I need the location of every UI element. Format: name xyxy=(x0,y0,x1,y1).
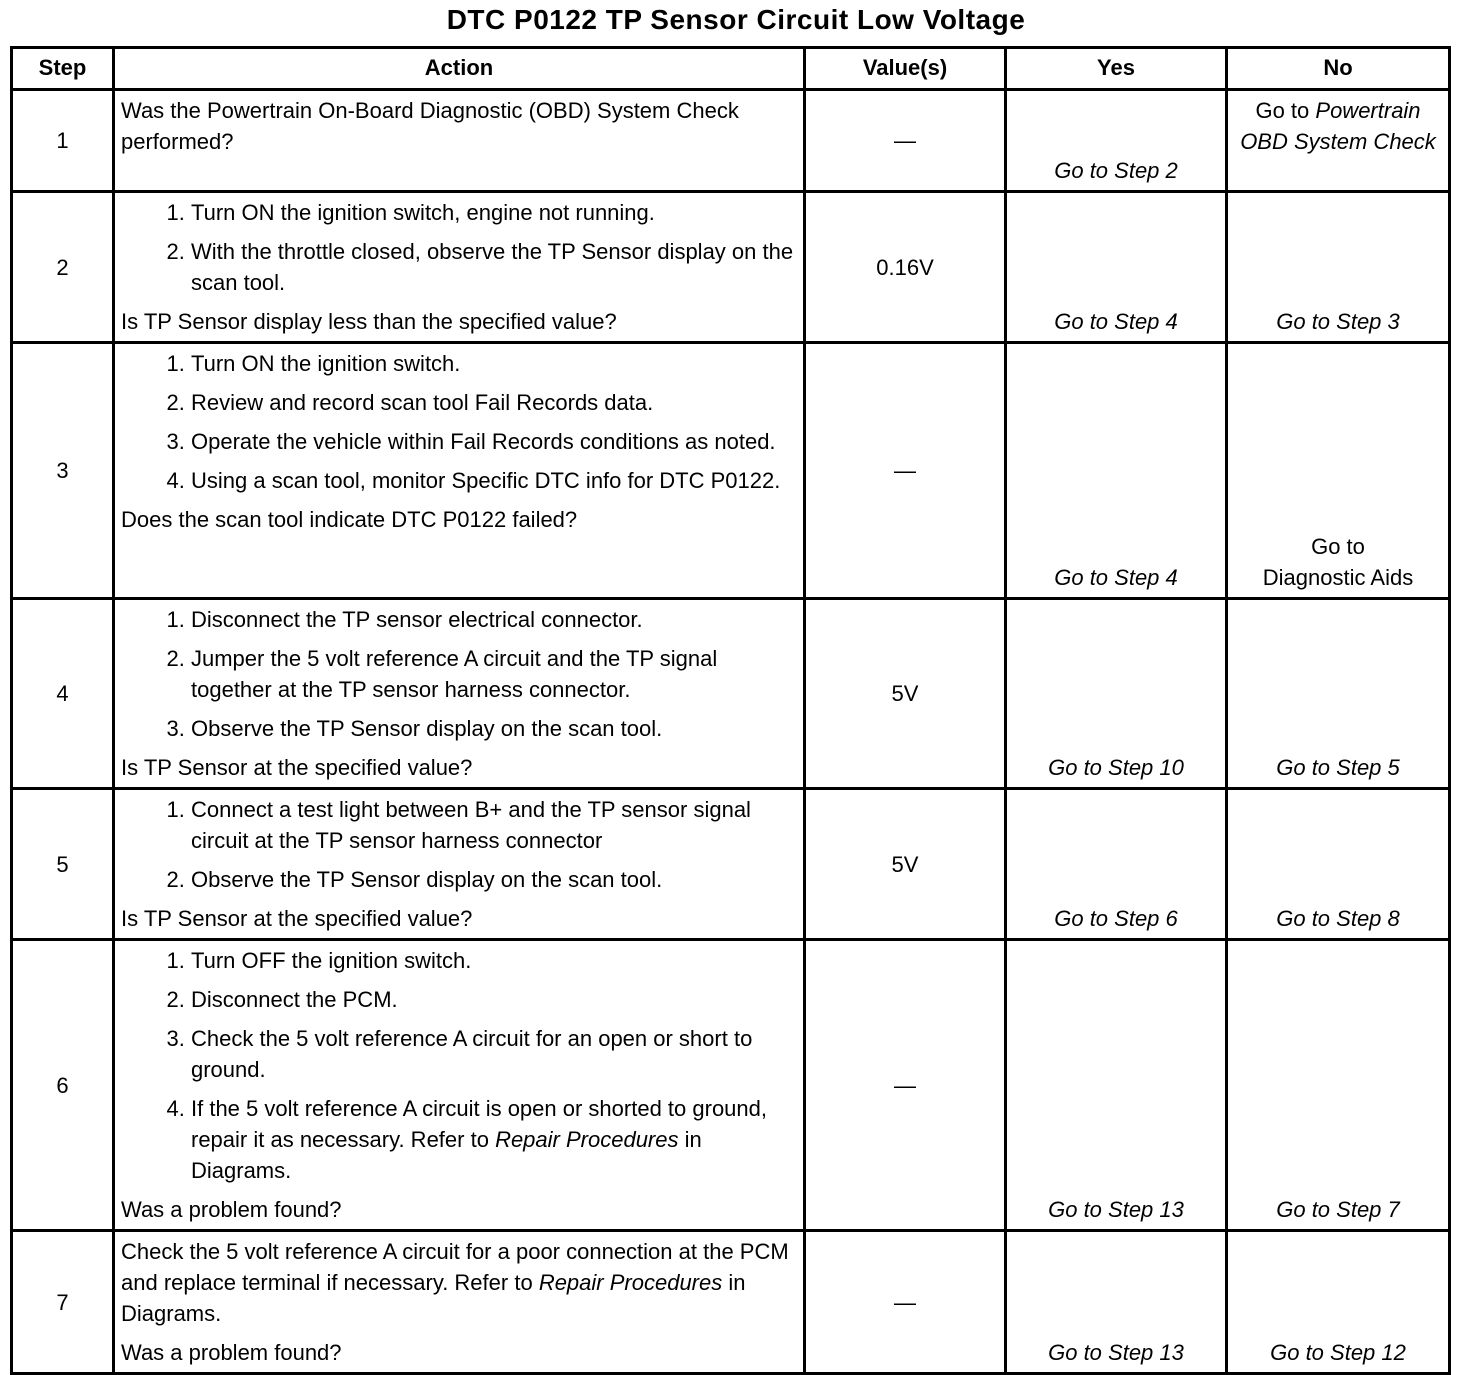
no-italic-link: Powertrain OBD System Check xyxy=(1240,98,1436,154)
table-row xyxy=(12,1231,1450,1374)
substep-list xyxy=(121,794,797,895)
no-line: Go to xyxy=(1311,534,1365,559)
repair-procedures-ref: Repair Procedures xyxy=(495,1127,679,1152)
no-cell xyxy=(1227,90,1450,192)
substep-list xyxy=(121,945,797,1186)
yes-cell: Go to Step 2 xyxy=(1006,90,1227,192)
action-cell xyxy=(114,192,805,343)
question: Is TP Sensor at the specified value? xyxy=(121,906,473,931)
repair-procedures-ref: Repair Procedures xyxy=(538,1270,723,1295)
value-cell: — xyxy=(805,90,1006,192)
table-row xyxy=(12,599,1450,789)
action-cell xyxy=(114,343,805,599)
action-text: Was the Powertrain On-Board Diagnostic (OBD) System Check performed? xyxy=(121,98,739,154)
action-text-block xyxy=(121,1236,797,1329)
action-cell xyxy=(114,789,805,940)
substep-list xyxy=(121,348,797,496)
substep: 2. Disconnect the PCM. xyxy=(191,984,797,1015)
table-row xyxy=(12,192,1450,343)
yes-cell: Go to Step 4 xyxy=(1006,343,1227,599)
action-cell xyxy=(114,1231,805,1374)
question: Was a problem found? xyxy=(121,1340,342,1365)
table-row xyxy=(12,343,1450,599)
no-cell xyxy=(1227,343,1450,599)
yes-cell: Go to Step 13 xyxy=(1006,1231,1227,1374)
header-no: No xyxy=(1227,48,1450,90)
step-number: 6 xyxy=(12,940,114,1231)
header-row xyxy=(12,48,1450,90)
question: Was a problem found? xyxy=(121,1197,342,1222)
substep-suffix: in Diagrams. xyxy=(191,1127,702,1183)
substep: 1. Turn ON the ignition switch. xyxy=(191,348,797,379)
no-prefix: Go to xyxy=(1255,98,1310,123)
substep: 2. With the throttle closed, observe the TP Sensor display on the scan tool. xyxy=(191,236,797,298)
value-cell: — xyxy=(805,1231,1006,1374)
yes-cell: Go to Step 10 xyxy=(1006,599,1227,789)
substep: 1. Turn ON the ignition switch, engine not running. xyxy=(191,197,797,228)
substep: 3. Observe the TP Sensor display on the scan tool. xyxy=(191,713,797,744)
action-cell xyxy=(114,599,805,789)
action-text: Check the 5 volt reference A circuit for a poor connection at the PCM and replace terminal if necessary. Refer to xyxy=(121,1239,789,1295)
substep: 1. Connect a test light between B+ and the TP sensor signal circuit at the TP sensor harness connector xyxy=(191,794,797,856)
substep: 4. Using a scan tool, monitor Specific DTC info for DTC P0122. xyxy=(191,465,797,496)
table-row xyxy=(12,789,1450,940)
step-number: 2 xyxy=(12,192,114,343)
substep-list xyxy=(121,604,797,744)
substep: 1. Turn OFF the ignition switch. xyxy=(191,945,797,976)
no-cell: Go to Step 3 xyxy=(1227,192,1450,343)
no-cell: Go to Step 5 xyxy=(1227,599,1450,789)
no-cell: Go to Step 7 xyxy=(1227,940,1450,1231)
question: Is TP Sensor display less than the specified value? xyxy=(121,309,617,334)
table-row xyxy=(12,940,1450,1231)
substep: 3. Check the 5 volt reference A circuit for an open or short to ground. xyxy=(191,1023,797,1085)
substep: 2. Jumper the 5 volt reference A circuit and the TP signal together at the TP sensor harness connector. xyxy=(191,643,797,705)
action-cell xyxy=(114,940,805,1231)
yes-cell: Go to Step 6 xyxy=(1006,789,1227,940)
substep-text: If the 5 volt reference A circuit is open or shorted to ground, repair it as necessary. Refer to xyxy=(191,1096,767,1152)
header-action: Action xyxy=(114,48,805,90)
action-suffix: in Diagrams. xyxy=(121,1270,746,1326)
substep: 3. Operate the vehicle within Fail Records conditions as noted. xyxy=(191,426,797,457)
step-number: 1 xyxy=(12,90,114,192)
header-yes: Yes xyxy=(1006,48,1227,90)
substep xyxy=(191,1093,797,1186)
value-cell: — xyxy=(805,940,1006,1231)
substep: 2. Review and record scan tool Fail Records data. xyxy=(191,387,797,418)
value-cell: 5V xyxy=(805,789,1006,940)
table-row xyxy=(12,90,1450,192)
no-line: Diagnostic Aids xyxy=(1262,565,1414,590)
value-cell: 5V xyxy=(805,599,1006,789)
step-number: 4 xyxy=(12,599,114,789)
substep-list xyxy=(121,197,797,298)
substep: 1. Disconnect the TP sensor electrical connector. xyxy=(191,604,797,635)
diagnostic-table xyxy=(10,46,1451,1375)
page-title: DTC P0122 TP Sensor Circuit Low Voltage xyxy=(446,4,1026,35)
no-cell: Go to Step 8 xyxy=(1227,789,1450,940)
step-number: 5 xyxy=(12,789,114,940)
question: Does the scan tool indicate DTC P0122 failed? xyxy=(121,507,578,532)
header-values: Value(s) xyxy=(805,48,1006,90)
no-cell: Go to Step 12 xyxy=(1227,1231,1450,1374)
step-number: 7 xyxy=(12,1231,114,1374)
value-cell: 0.16V xyxy=(805,192,1006,343)
yes-cell: Go to Step 4 xyxy=(1006,192,1227,343)
question: Is TP Sensor at the specified value? xyxy=(121,755,473,780)
step-number: 3 xyxy=(12,343,114,599)
header-step: Step xyxy=(12,48,114,90)
value-cell: — xyxy=(805,343,1006,599)
action-cell xyxy=(114,90,805,192)
substep: 2. Observe the TP Sensor display on the scan tool. xyxy=(191,864,797,895)
yes-cell: Go to Step 13 xyxy=(1006,940,1227,1231)
